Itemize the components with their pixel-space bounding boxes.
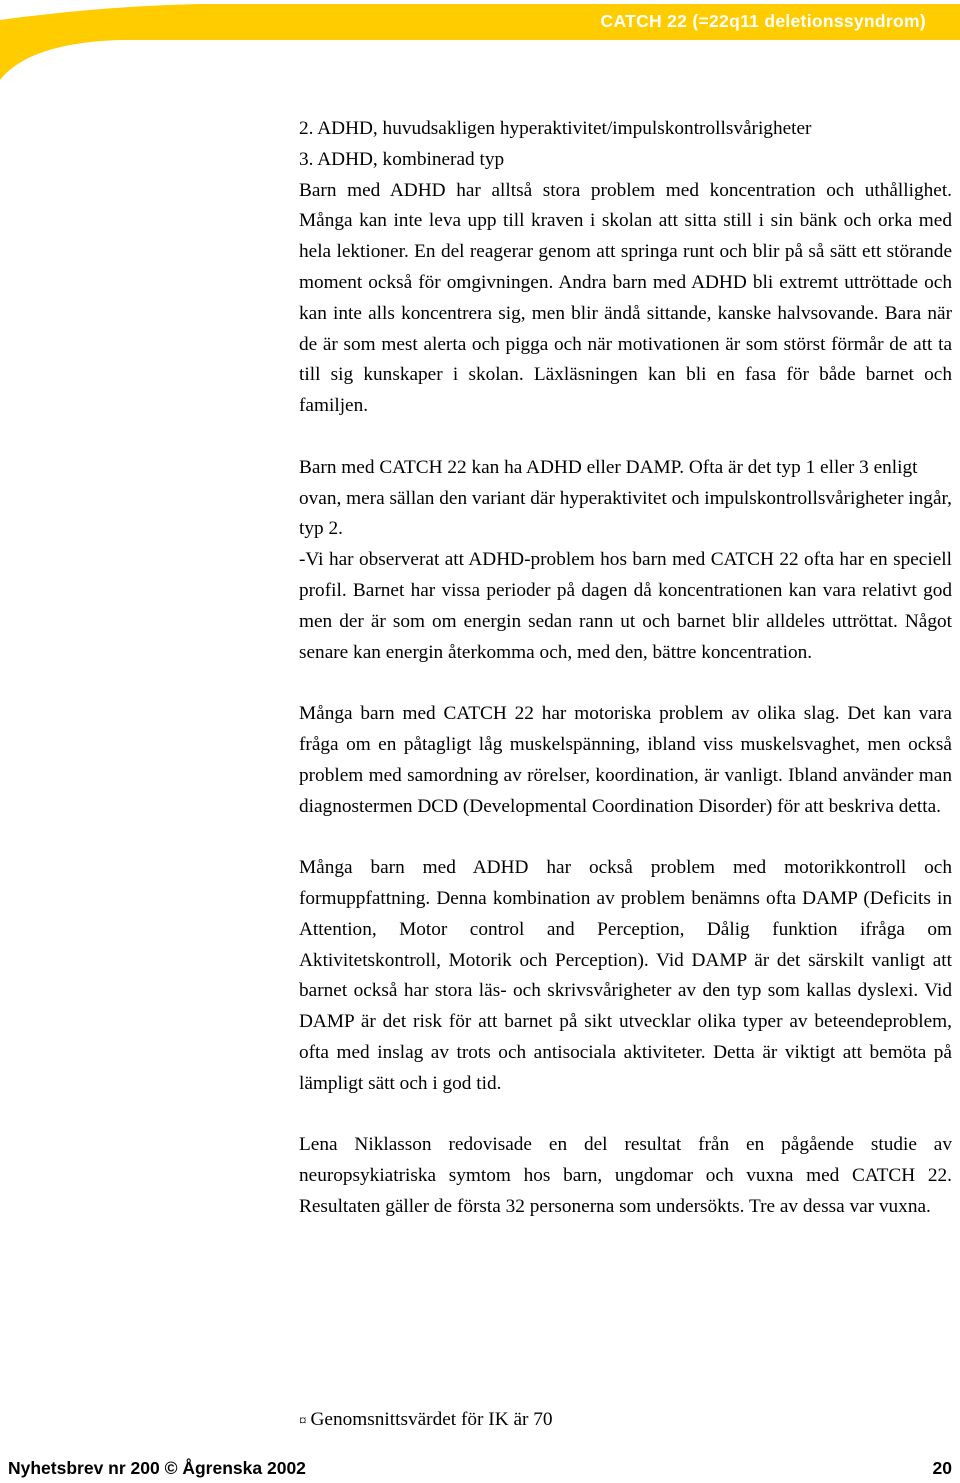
paragraph-study: Lena Niklasson redovisade en del resultat från en pågående studie av neuropsykiatriska symtom hos barn, ungdomar och vuxna med CATCH 22. Resultaten gäller de första 32 personerna som undersökts. Tre av dessa var vuxna. (299, 1134, 952, 1217)
paragraph-motor-problems: Många barn med CATCH 22 har motoriska problem av olika slag. Det kan vara fråga om en påtagligt låg muskelspänning, ibland viss muskelsvaghet, men också problem med samordning av rörelser, koordination, är vanligt. Ibland använder man diagnostermen DCD (Developmental Coordination Disorder) för att beskriva detta. (299, 703, 952, 817)
article-body (299, 114, 952, 1223)
paragraph-damp: Många barn med ADHD har också problem med motorikkontroll och formuppfattning. Denna kombination av problem benämns ofta DAMP (Deficits in Attention, Motor control and Perception, Dålig funktion ifråga om Aktivitetskontroll, Motorik och Perception). Vid DAMP är det särskilt vanligt att barnet också har stora läs- och skrivsvårigheter av den typ som kallas dyslexi. Vid DAMP är det risk för att barnet på sikt utvecklar olika typer av beteendeproblem, ofta med inslag av trots och antisociala aktiviteter. Detta är viktigt att bemöta på lämpligt sätt och i god tid. (299, 857, 952, 1094)
page-number: 20 (932, 1458, 952, 1478)
header-band (0, 0, 960, 80)
footnote-symbol: ¤ (299, 1413, 307, 1429)
paragraph-observation: -Vi har observerat att ADHD-problem hos barn med CATCH 22 ofta har en speciell profil. Barnet har vissa perioder på dagen då koncentrationen kan vara relativt god men der är som om energin sedan rann ut och barnet blir alldeles uttröttat. Något senare kan energin återkomma och, med den, bättre koncentration. (299, 549, 952, 663)
footnote (299, 1405, 553, 1436)
list-item-2: 2. ADHD, huvudsakligen hyperaktivitet/impulskontrollsvårigheter (299, 118, 812, 139)
list-item-3: 3. ADHD, kombinerad typ (299, 148, 505, 170)
paragraph-catch22-adhd: Barn med CATCH 22 kan ha ADHD eller DAMP. Ofta är det typ 1 eller 3 enligt ovan, mera sällan den variant där hyperaktivitet och impulskontrollsvårigheter ingår, typ 2. (299, 456, 952, 540)
footnote-text: Genomsnittsvärdet för IK är 70 (310, 1409, 553, 1430)
footer-publication: Nyhetsbrev nr 200 © Ågrenska 2002 (8, 1458, 306, 1478)
paragraph-adhd-problems: Barn med ADHD har alltså stora problem med koncentration och uthållighet. Många kan inte leva upp till kraven i skolan att sitta still i sin bänk och orka med hela lektioner. En del reagerar genom att springa runt och blir på så sätt ett störande moment också för omgivningen. Andra barn med ADHD bli extremt uttröttade och kan inte alls koncentrera sig, men blir ändå sittande, kanske halvsovande. Bara när de är som mest alerta och pigga och när motivationen är som störst förmår de att ta till sig kunskaper i skolan. Läxläsningen kan bli en fasa för både barnet och familjen. (299, 179, 952, 417)
header-title: CATCH 22 (=22q11 deletionssyndrom) (600, 11, 926, 31)
